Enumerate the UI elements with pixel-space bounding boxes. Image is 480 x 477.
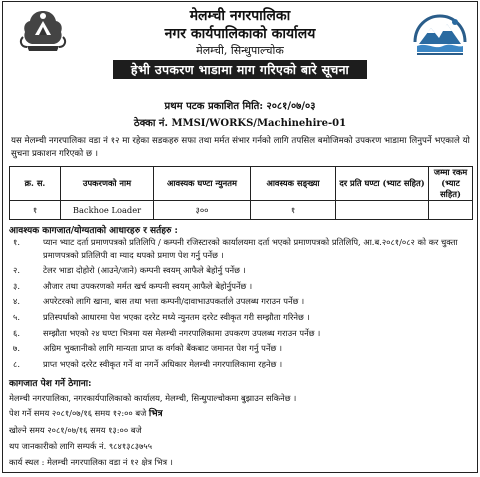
nepal-emblem-icon: [17, 7, 69, 53]
cell-rate: [336, 201, 429, 220]
table-row: [10, 201, 473, 220]
office-address: मेलम्ची, सिन्धुपाल्चोक: [196, 44, 284, 57]
item-number: ६.: [13, 327, 20, 338]
list-item: [9, 311, 471, 324]
col-quantity: आवस्यक सङ्ख्या: [251, 167, 336, 201]
deadline-label: पेश गर्ने समय २०८१/०७/१६ समय १२:०० बजे: [9, 408, 149, 419]
col-equipment-name: उपकरणको नाम: [61, 167, 154, 201]
item-text: सम्झौता भएको २४ घण्टा भित्रमा यस मेलम्ची नगरपालिकामा उपकरण उपलब्ध गराउन पर्नेछ ।: [43, 327, 321, 338]
item-number: ५.: [13, 311, 20, 322]
equipment-table: [9, 166, 473, 220]
item-number: २.: [13, 265, 20, 276]
published-date: प्रथम पटक प्रकाशित मिति: २०८१/०७/०३: [164, 101, 316, 112]
list-item: [9, 280, 471, 293]
cell-total: [429, 201, 473, 220]
item-text: प्यान भ्याट दर्ता प्रमाणपत्रको प्रतिलिपि / कम्पनी रजिस्टारको कार्यालयमा दर्ता भएको प्रमाणपत्रको प्रतिलिपि, आ.ब.२०८१/०८२ को कर चुक्ता प्रमाणपत्रको प्रतिलिपी वा म्याद थपको प्रमाण पेश गर्नु पर्नेछ ।: [43, 237, 458, 260]
header: [3, 2, 477, 96]
office-name: नगर कार्यपालिकाको कार्यालय: [164, 26, 316, 42]
contract-reference: ठेक्का नं. MMSI/WORKS/Machinehire-01: [133, 118, 347, 129]
municipality-name: मेलम्ची नगरपालिका: [189, 8, 291, 24]
notice-title: हेभी उपकरण भाडामा माग गरिएको बारे सूचना: [113, 60, 367, 79]
item-text: प्राप्त भएको दररेट स्वीकृत गर्ने वा नगर्ने अधिकार मेलम्ची नगरपालिकामा रहनेछ ।: [43, 358, 283, 369]
cell-quantity: १: [251, 201, 336, 220]
list-item: [9, 264, 471, 277]
list-item: [9, 295, 471, 308]
item-text: प्रतिस्पर्धाको आधारमा पेश भएका दररेट मध्ये न्युनतम दररेट स्वीकृत गरी सम्झौता गरिनेछ ।: [43, 311, 310, 322]
cell-equipment-name: Backhoe Loader: [61, 201, 154, 220]
cell-sn: १: [10, 201, 61, 220]
table-header-row: [10, 167, 473, 201]
intro-paragraph: यस मेलम्ची नगरपालिका वडा नं १२ मा रहेका सडकहरु सफा तथा मर्मत संभार गर्नको लागि तपसिल बमोजिमको उपकरण भाडामा लिनुपर्ने भएकाले यो सुचना प्रकाशन गरिएको छ ।: [11, 136, 470, 159]
submission-deadline: [3, 404, 477, 421]
notice-page: [2, 1, 478, 473]
municipality-logo-icon: [411, 12, 469, 60]
col-total: जम्मा रकम (भ्याट सहित): [429, 167, 473, 201]
item-number: ७.: [13, 343, 20, 354]
item-text: टेलर भाडा दोहोरो (आउने/जाने) कम्पनी स्वयम् आफैले बेहोर्नु पर्नेछ ।: [43, 265, 246, 276]
list-item: [9, 358, 471, 371]
list-item: [9, 327, 471, 340]
conditions-heading: आवश्यक कागजात/योग्यताको आधारहरु र सर्तहरु :: [9, 226, 178, 236]
item-text: अपरेटरको लागि खाना, बास तथा भत्ता कम्पनी/दावाभाउपकर्ताले उपलब्ध गराउन पर्नेछ ।: [43, 296, 305, 307]
list-item: [9, 236, 471, 261]
work-site: कार्य स्थल : मेलम्ची नगरपालिका वडा नं १२ क्षेत्र भित्र ।: [9, 457, 173, 468]
contact-number: थप जानकारीको लागि सम्पर्क नं. ९८४१३८३७५५: [9, 441, 153, 452]
submission-address: मेलम्ची नगरपालिका, नगरकार्यपालिकाको कार्यालय, मेलम्ची, सिन्धुपाल्चोकमा बुझाउन सकिनेछ ।: [9, 393, 297, 404]
opening-time: खोल्ने समय २०८१/०७/१६ समय १३:०० बजे: [9, 425, 142, 436]
col-sn: क्र. स.: [10, 167, 61, 201]
item-number: १.: [13, 237, 20, 247]
item-number: ८.: [13, 358, 20, 369]
list-item: [9, 342, 471, 355]
item-number: ३.: [13, 280, 20, 291]
item-text: औजार तथा उपकरणको मर्मत खर्च कम्पनी स्वयम् आफैले बेहोर्नुपर्नेछ ।: [43, 280, 253, 291]
cell-min-hours: ३००: [154, 201, 251, 220]
conditions-list: [3, 236, 477, 370]
item-text: अग्रिम भुक्तानीको लागि मान्यता प्राप्त क वर्गको बैंकबाट जमानत पेश गर्नु पर्नेछ ।: [43, 343, 283, 354]
col-min-hours: आवस्यक घण्टा न्युनतम: [154, 167, 251, 201]
col-rate: दर प्रति घण्टा (भ्याट सहित): [336, 167, 429, 201]
item-number: ४.: [13, 296, 20, 307]
deadline-emphasis: भित्र: [148, 409, 163, 420]
submission-heading: कागजात पेश गर्ने ठेगाना:: [9, 379, 92, 390]
